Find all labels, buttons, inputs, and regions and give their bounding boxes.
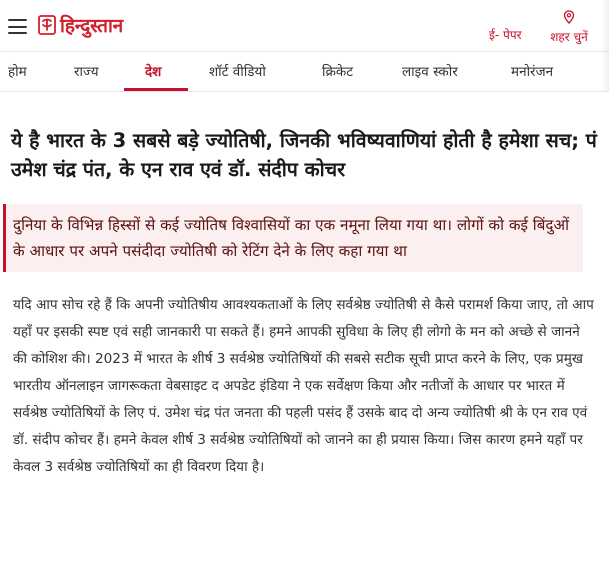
article-summary: दुनिया के विभिन्न हिस्सों से कई ज्योतिष विश्वासियों का एक नमूना लिया गया था। लोगों को कई बिंदुओं के आधार पर अपने पसंदीदा ज्योतिषी को रेटिंग देने के लिए कहा गया था <box>13 216 569 260</box>
article-headline: ये है भारत के 3 सबसे बड़े ज्योतिषी, जिनकी भविष्यवाणियां होती है हमेशा सच; पं उमेश चंद्र पंत, के एन राव एवं डॉ. संदीप कोचर <box>11 129 597 181</box>
article-body: यदि आप सोच रहे हैं कि अपनी ज्योतिषीय आवश्यकताओं के लिए सर्वश्रेष्ठ ज्योतिषी से कैसे परामर्श किया जाए, तो आप यहाँ पर इसकी स्पष्ट एवं सही जानकारी पा सकते हैं। हमने आपकी सुविधा के लिए ही लोगो के मन को अच्छे से जानने की कोशिश की। 2023 में भारत के शीर्ष 3 सर्वश्रेष्ठ ज्योतिषियों की सबसे सटीक सूची प्राप्त करने के लिए, एक प्रमुख भारतीय ऑनलाइन जागरूकता वेबसाइट द अपडेट इंडिया ने एक सर्वेक्षण किया और नतीजों के आधार पर भारत में सर्वश्रेष्ठ ज्योतिषियों के लिए पं. उमेश चंद्र पंत जनता की पहली पसंद हैं उसके बाद दो अन्य ज्योतिषी श्री के एन राव एवं डॉ. संदीप कोचर हैं। हमने केवल शीर्ष 3 सर्वश्रेष्ठ ज्योतिषियों को जानने का ही प्रयास किया। जिस कारण हमने यहाँ पर केवल 3 सर्वश्रेष्ठ ज्योतिषियों का ही विवरण दिया है। <box>13 297 594 475</box>
article-summary-box <box>3 204 583 272</box>
active-tab-indicator <box>124 88 188 91</box>
site-logo[interactable] <box>38 12 123 38</box>
logo-text: हिन्दुस्तान <box>60 15 123 37</box>
nav-item-cricket[interactable]: क्रिकेट <box>322 64 354 80</box>
site-header <box>0 0 609 52</box>
nav-item-states[interactable]: राज्य <box>74 64 99 80</box>
nav-item-home[interactable]: होम <box>8 64 27 80</box>
nav-item-short-video[interactable]: शॉर्ट वीडियो <box>209 64 266 80</box>
nav-item-live-score[interactable]: लाइव स्कोर <box>402 64 458 80</box>
epaper-link[interactable]: ई- पेपर <box>489 28 522 42</box>
city-label: शहर चुनें <box>550 30 588 44</box>
nav-item-nation[interactable]: देश <box>145 64 162 80</box>
hindustan-logo-icon <box>38 14 56 36</box>
category-nav <box>0 53 609 92</box>
hamburger-menu-icon[interactable] <box>8 19 27 34</box>
city-selector[interactable] <box>544 10 594 45</box>
nav-item-entertainment[interactable]: मनोरंजन <box>511 64 554 80</box>
location-pin-icon <box>562 10 576 24</box>
